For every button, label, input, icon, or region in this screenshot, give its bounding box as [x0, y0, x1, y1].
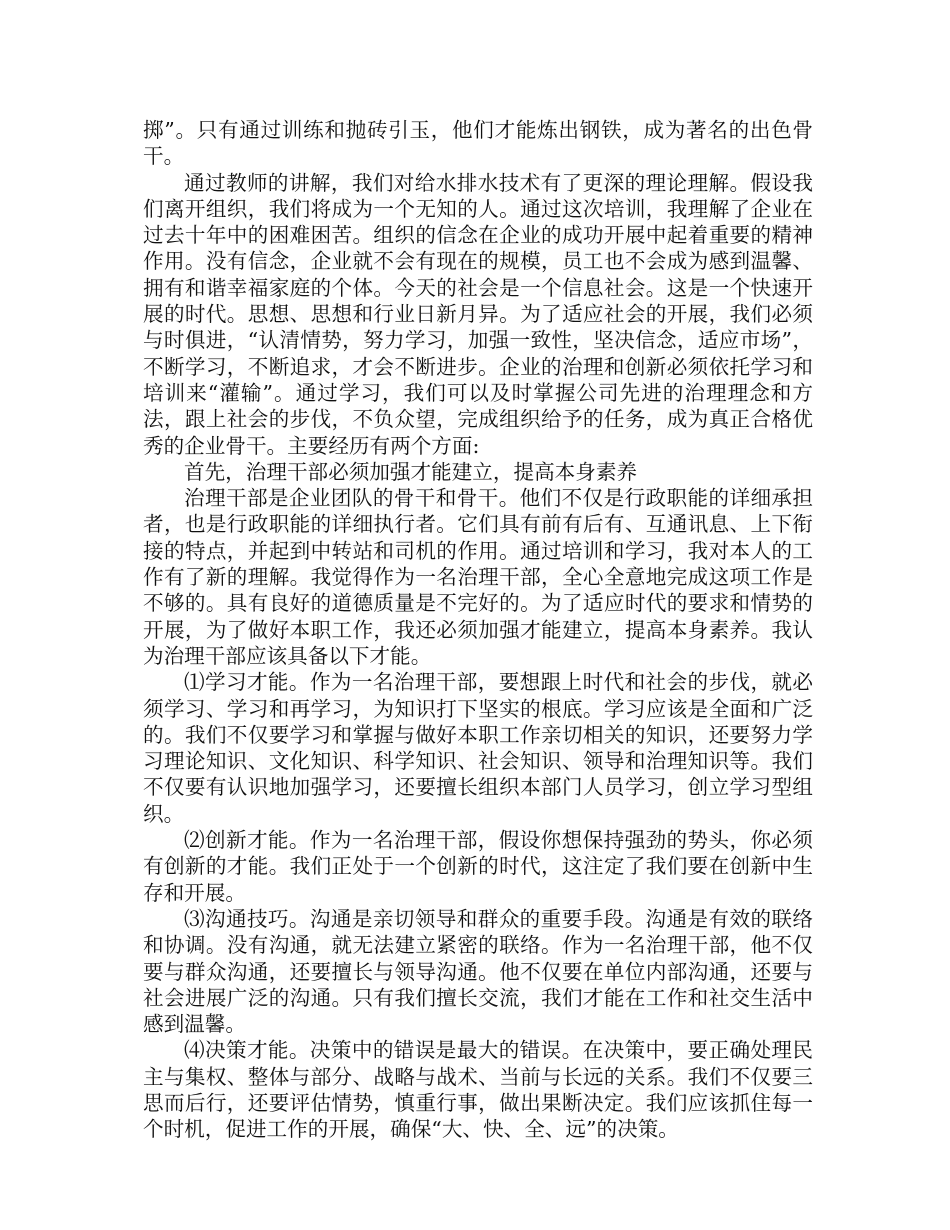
section-heading-first: 首先，治理干部必须加强才能建立，提高本身素养 [184, 459, 638, 484]
list-item-communication-skills: ⑶沟通技巧。沟通是亲切领导和群众的重要手段。沟通是有效的联络和协调。没有沟通，就无法建立紧密的联络。作为一名治理干部，他不仅要与群众沟通，还要擅长与领导沟通。他不仅要在单位内部沟通，还要与社会进展广泛的沟通。只有我们擅长交流，我们才能在工作和社交生活中感到温馨。 [143, 906, 813, 1037]
list-item-innovation-ability: ⑵创新才能。作为一名治理干部，假设你想保持强劲的势头，你必须有创新的才能。我们正处于一个创新的时代，这注定了我们要在创新中生存和开展。 [143, 828, 813, 905]
paragraph-continuation: 掷”。只有通过训练和抛砖引玉，他们才能炼出钢铁，成为著名的出色骨干。 [143, 118, 813, 169]
paragraph-training-reflection: 通过教师的讲解，我们对给水排水技术有了更深的理论理解。假设我们离开组织，我们将成为一个无知的人。通过这次培训，我理解了企业在过去十年中的困难困苦。组织的信念在企业的成功开展中起着重要的精神作用。没有信念，企业就不会有现在的规模，员工也不会成为感到温馨、拥有和谐幸福家庭的个体。今天的社会是一个信息社会。这是一个快速开展的时代。思想、思想和行业日新月异。为了适应社会的开展，我们必须与时俱进，“认清情势，努力学习，加强一致性，坚决信念，适应市场”，不断学习，不断追求，才会不断进步。企业的治理和创新必须依托学习和培训来“灌输”。通过学习，我们可以及时掌握公司先进的治理理念和方法，跟上社会的步伐，不负众望，完成组织给予的任务，成为真正合格优秀的企业骨干。主要经历有两个方面: [143, 170, 813, 458]
list-item-decision-ability: ⑷决策才能。决策中的错误是最大的错误。在决策中，要正确处理民主与集权、整体与部分、战略与战术、当前与长远的关系。我们不仅要三思而后行，还要评估情势，慎重行事，做出果断决定。我们应该抓住每一个时机，促进工作的开展，确保“大、快、全、远”的决策。 [143, 1038, 813, 1142]
document-body [143, 117, 813, 1143]
list-item-learning-ability: ⑴学习才能。作为一名治理干部，要想跟上时代和社会的步伐，就必须学习、学习和再学习，为知识打下坚实的根底。学习应该是全面和广泛的。我们不仅要学习和掌握与做好本职工作亲切相关的知识，还要努力学习理论知识、文化知识、科学知识、社会知识、领导和治理知识等。我们不仅要有认识地加强学习，还要擅长组织本部门人员学习，创立学习型组织。 [143, 670, 813, 826]
paragraph-management-cadre: 治理干部是企业团队的骨干和骨干。他们不仅是行政职能的详细承担者，也是行政职能的详细执行者。它们具有前有后有、互通讯息、上下衔接的特点，并起到中转站和司机的作用。通过培训和学习，我对本人的工作有了新的理解。我觉得作为一名治理干部，全心全意地完成这项工作是不够的。具有良好的道德质量是不完好的。为了适应时代的要求和情势的开展，为了做好本职工作，我还必须加强才能建立，提高本身素养。我认为治理干部应该具备以下才能。 [143, 486, 813, 668]
